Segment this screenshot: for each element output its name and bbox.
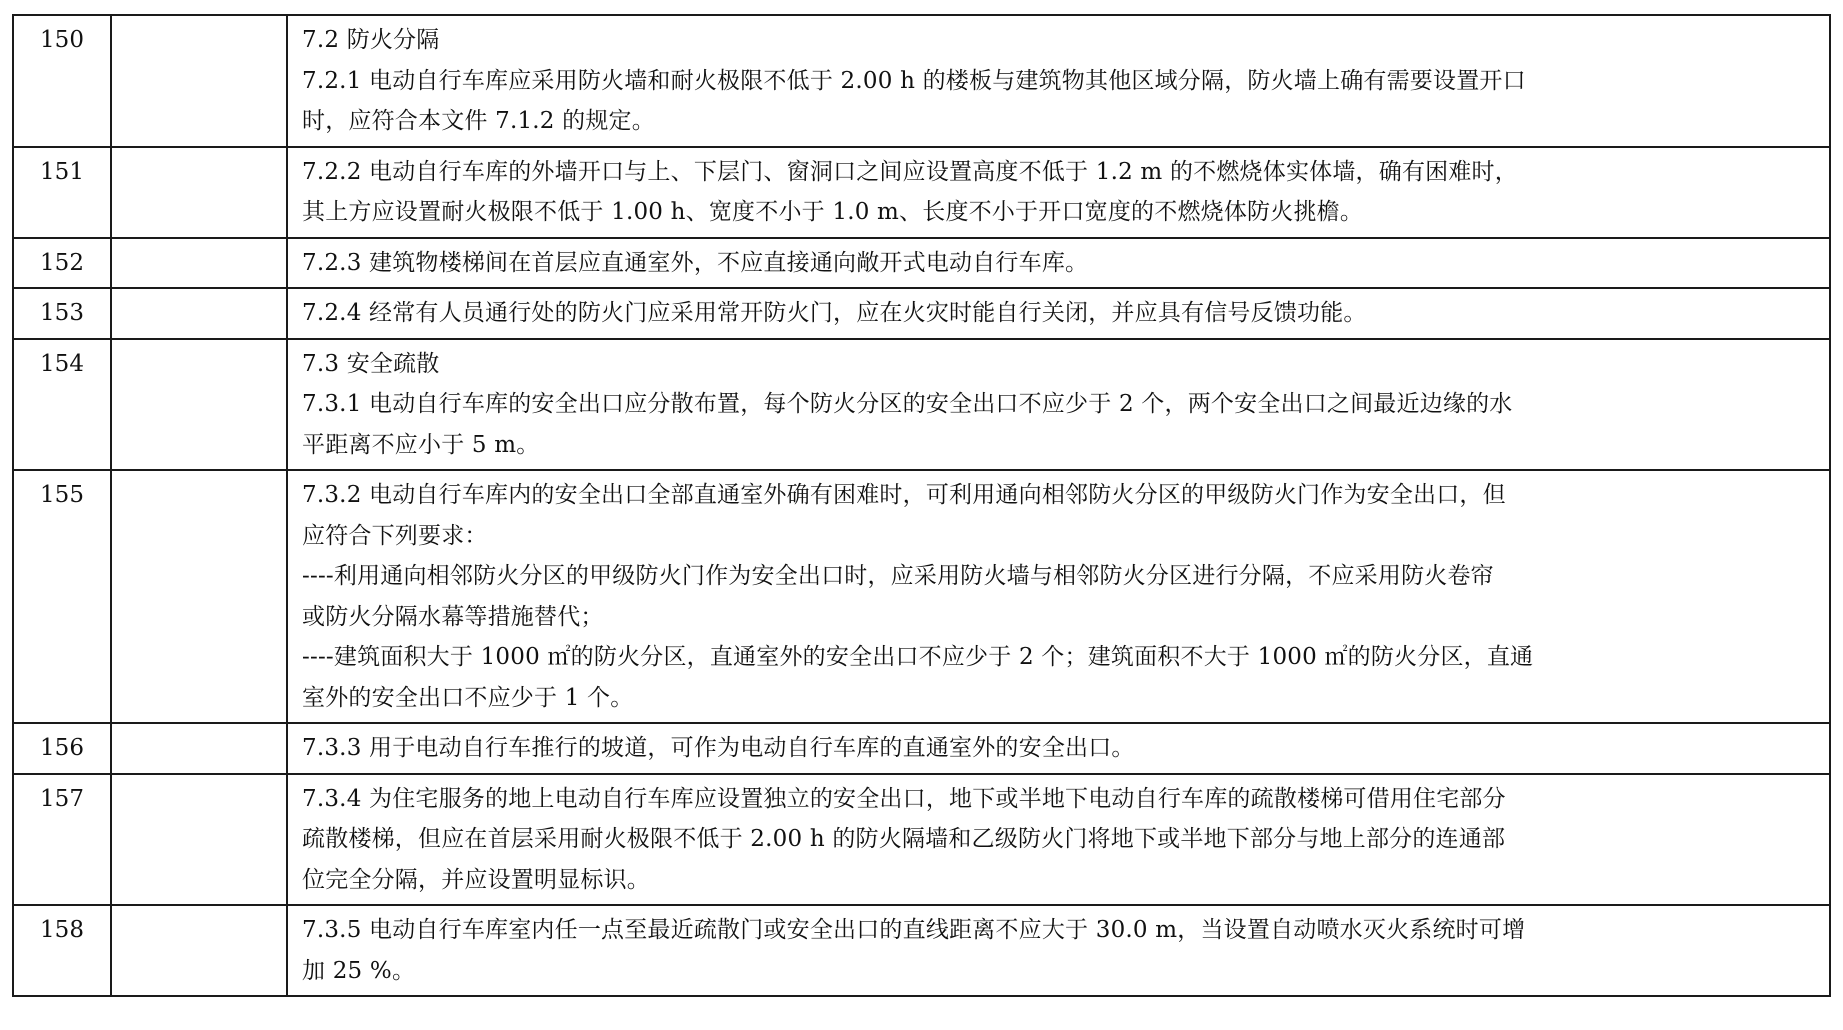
text-line: 应符合下列要求： [302,522,488,549]
text-line: 7.2 防火分隔 [302,27,440,53]
text-line: 或防火分隔水幕等措施替代； [302,603,604,630]
text-line: 加 25 %。 [302,957,416,984]
row-number: 155 [13,470,111,723]
row-number: 156 [13,723,111,774]
text-line: 7.3.4 为住宅服务的地上电动自行车库应设置独立的安全出口，地下或半地下电动自行车库的疏散楼梯可借用住宅部分 [302,785,1506,812]
table-row [13,774,1830,906]
empty-cell [111,774,287,906]
table-row [13,288,1830,339]
text-line: 7.3 安全疏散 [302,350,440,377]
text-line: 平距离不应小于 5 m。 [302,431,540,458]
text-line: 室外的安全出口不应少于 1 个。 [302,684,634,711]
text-line: 7.3.1 电动自行车库的安全出口应分散布置，每个防火分区的安全出口不应少于 2 个，两个安全出口之间最近边缘的水 [302,391,1513,417]
text-line: 7.3.3 用于电动自行车推行的坡道，可作为电动自行车库的直通室外的安全出口。 [302,735,1135,761]
text-line: 时，应符合本文件 7.1.2 的规定。 [302,108,655,134]
clause-text [287,147,1830,238]
clause-text [287,470,1830,723]
text-line: 其上方应设置耐火极限不低于 1.00 h、宽度不小于 1.0 m、长度不小于开口宽度的不燃烧体防火挑檐。 [302,199,1364,225]
table-body [13,15,1830,996]
clause-text [287,723,1830,774]
table-row [13,905,1830,996]
empty-cell [111,147,287,238]
table-row [13,15,1830,147]
row-number: 158 [13,905,111,996]
table-row [13,339,1830,471]
clause-text [287,905,1830,996]
row-number: 157 [13,774,111,906]
table-row [13,723,1830,774]
text-line: ----建筑面积大于 1000 ㎡的防火分区，直通室外的安全出口不应少于 2 个；建筑面积不大于 1000 ㎡的防火分区，直通 [302,644,1534,670]
text-line: ----利用通向相邻防火分区的甲级防火门作为安全出口时，应采用防火墙与相邻防火分区进行分隔，不应采用防火卷帘 [302,563,1494,589]
table-row [13,147,1830,238]
text-line: 7.3.2 电动自行车库内的安全出口全部直通室外确有困难时，可利用通向相邻防火分区的甲级防火门作为安全出口，但 [302,482,1506,508]
row-number: 152 [13,238,111,289]
empty-cell [111,15,287,147]
empty-cell [111,339,287,471]
text-line: 位完全分隔，并应设置明显标识。 [302,866,650,893]
clause-text [287,15,1830,147]
table-row [13,238,1830,289]
empty-cell [111,238,287,289]
row-number: 154 [13,339,111,471]
table-row [13,470,1830,723]
empty-cell [111,470,287,723]
text-line: 7.2.4 经常有人员通行处的防火门应采用常开防火门，应在火灾时能自行关闭，并应具有信号反馈功能。 [302,300,1367,326]
text-line: 7.2.1 电动自行车库应采用防火墙和耐火极限不低于 2.00 h 的楼板与建筑物其他区域分隔，防火墙上确有需要设置开口 [302,67,1526,94]
row-number: 150 [13,15,111,147]
row-number: 153 [13,288,111,339]
text-line: 7.3.5 电动自行车库室内任一点至最近疏散门或安全出口的直线距离不应大于 30.0 m，当设置自动喷水灭火系统时可增 [302,917,1526,943]
text-line: 7.2.3 建筑物楼梯间在首层应直通室外，不应直接通向敞开式电动自行车库。 [302,249,1089,276]
clause-text [287,339,1830,471]
row-number: 151 [13,147,111,238]
text-line: 7.2.2 电动自行车库的外墙开口与上、下层门、窗洞口之间应设置高度不低于 1.2 m 的不燃烧体实体墙，确有困难时， [302,158,1518,185]
empty-cell [111,723,287,774]
clause-text [287,774,1830,906]
empty-cell [111,288,287,339]
empty-cell [111,905,287,996]
text-line: 疏散楼梯，但应在首层采用耐火极限不低于 2.00 h 的防火隔墙和乙级防火门将地下或半地下部分与地上部分的连通部 [302,826,1506,852]
clause-text [287,288,1830,339]
clause-text [287,238,1830,289]
regulation-table [12,14,1831,997]
